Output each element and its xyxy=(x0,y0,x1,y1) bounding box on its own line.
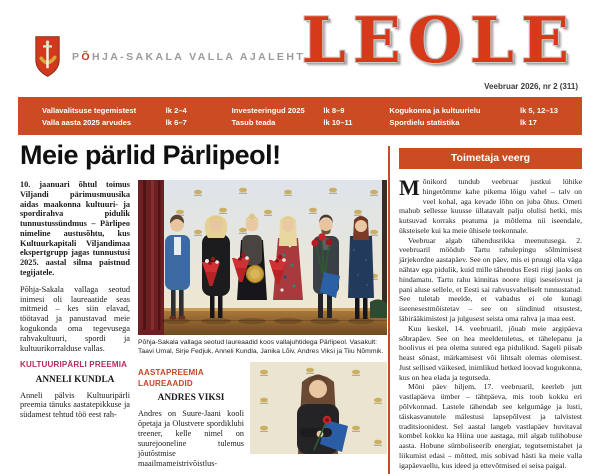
contents-bar xyxy=(18,97,582,135)
editor-paragraph: Veebruar algab tähendusrikka meenutusega. 2. veebruaril möödub Tartu rahulepingu sõlmimisest järjekordne aastapäev. See on päev, mis ei pruugi olla väga nähtav ega pidulik, kuid mille tähendus Eesti riigi jaoks on hindamatu. Tartu rahu kinnitas noore riigi iseseisvust ja pani aluse sellele, et Eesti sai rahvusvaheliselt tunnustatud. See tuletab meelde, et vabadus ei ole kunagi iseenesestmõistetav – see on sündinud otsustest, läbirääkimistest ja julgusest seista oma rahva ja maa eest. xyxy=(399,235,582,323)
masthead xyxy=(0,0,600,97)
contents-pages: lk 5, 12–13 xyxy=(519,105,558,115)
contents-label: Kogukonna ja kultuurielu xyxy=(389,105,481,115)
contents-pages: lk 17 xyxy=(519,117,537,127)
laureate-name-andres-viksi: ANDRES VIKSI xyxy=(157,393,225,404)
contents-label: Tasub teada xyxy=(231,117,276,127)
laureate-text: Anneli pälvis Kultuuripärli preemia tänuks aastatepikkuse ja südamest tehtud töö eest rah- xyxy=(20,390,130,420)
coat-of-arms-icon xyxy=(34,34,61,79)
drop-cap: M xyxy=(399,175,420,200)
contents-pages: lk 8–9 xyxy=(323,105,345,115)
contents-label: Spordielu statistika xyxy=(389,117,460,127)
laureates-group-photo xyxy=(138,180,387,335)
tagline-part: HJA-SAKALA VALLA AJALEHT xyxy=(91,50,306,63)
section-heading-kultuuriparl: KULTUURIPÄRLI PREEMIA xyxy=(20,360,128,370)
editor-paragraph xyxy=(399,177,582,236)
editor-column-title: Toimetaja veerg xyxy=(399,148,582,169)
laureate-portrait-photo xyxy=(250,362,387,454)
issue-date: Veebruar 2026, nr 2 (311) xyxy=(484,82,578,91)
main-content xyxy=(18,140,582,474)
contents-item xyxy=(232,118,374,127)
laureate-name-anneli-kundla: ANNELI KUNDLA xyxy=(35,374,115,385)
contents-label: Investeeringud 2025 xyxy=(231,105,305,115)
tagline-sword-glyph: Õ xyxy=(81,50,92,63)
article-paragraph: Põhja-Sakala vallaga seotud inimesi oli laureaatide seas mitmeid – kes siin elavad, töötavad ja panustavad meie kogukonda oma tegevusega rahvakultuuri, spordi ja kultuurikorralduse vallas. xyxy=(20,284,130,353)
contents-pages: lk 2–4 xyxy=(165,105,187,115)
article-first-column xyxy=(20,180,130,468)
editor-paragraph-text: õnikord tundub veebruar justkui lühike hingetõmme kahe pikema lõigu vahel – talv on veel kohal, aga kevade lõhn on juba õhus. Ometi mahub sellesse kuusse üllatavalt palju olulisi hetki, mis kutsuvad korraks peatuma ja mõtlema nii iseendale, üksteisele kui ka meie ühisele teekonnale. xyxy=(399,177,582,235)
contents-label: Valla aasta 2025 arvudes xyxy=(42,117,132,127)
brand xyxy=(34,34,305,79)
editor-column xyxy=(399,148,582,470)
article-photo-column xyxy=(138,180,387,468)
editor-paragraph: Kuu keskel, 14. veebruaril, jõuab meie argipäeva sõbrapäev. See on hea meeldetuletus, et tähelepanu ja hoolivus ei pea olema suured ega pidulikud. Sageli piisab heast sõnast, märkamisest või lihtsalt olemas olemisest. Just sellised väikesed, inimlikud hetked loovad kogukonna, kus on hea elada ja tegutseda. xyxy=(399,323,582,382)
section-heading-aastapreemia: AASTAPREEMIA LAUREAADID xyxy=(138,368,204,388)
photo-caption: Põhja-Sakala vallaga seotud laureaadid koos vallajuhtidega Pärlipeol. Vasakult: Taavi Umal, Sirje Fedjuk, Anneli Kundla, Janika Lõiv, Andres Viksi ja Tiiu Nõmmik. xyxy=(138,339,384,356)
contents-item xyxy=(232,106,374,115)
newspaper-title: LEOLE xyxy=(301,3,576,77)
contents-item xyxy=(42,106,216,115)
contents-item xyxy=(389,118,570,127)
contents-label: Vallavalitsuse tegemistest xyxy=(42,105,137,115)
laureate-text: Andres on Suure-Jaani kooli õpetaja ja Olustvere spordiklubi treener, kelle nimel on suurejooneline tulemus jõutõstmise maailmameistrivõistlus- xyxy=(138,409,244,468)
article-lead: 10. jaanuari õhtul toimus Viljandi pärimusmuusika aidas maakonna kultuuri- ja spordirahva pidulik tunnustussündmus – Pärlipeo nimeline austusõhtu, kus Kultuurkapitali Viljandimaa ekspertgrupp jagas tunnustusi 2025. aastal silma paistnud tegijatele. xyxy=(20,180,130,278)
tagline-part: P xyxy=(72,50,82,63)
contents-pages: lk 6–7 xyxy=(165,117,187,127)
contents-item xyxy=(42,118,216,127)
article-second-column xyxy=(138,362,244,468)
contents-pages: lk 10–11 xyxy=(323,117,353,127)
lead-article xyxy=(20,140,386,468)
headline: Meie pärlid Pärlipeol! xyxy=(20,140,281,170)
column-divider xyxy=(388,146,390,474)
contents-item xyxy=(389,106,570,115)
editor-paragraph: Mõni päev hiljem, 17. veebruaril, keerleb jutt vastlapäeva ümber – tähtpäeva, mis toob kokku eri põlvkonnad. Lastele tähendab see kelgumäge ja lusti, täiskasvanutele mälestusi lapsepõlvest ja talvistest traditsioonidest. Sel aastal langeb vastlapäev huvitaval kombel kokku ka Hiina uue aastaga, mil algab tulihobuse aasta. Hobune sümboliseerib energiat, tegutsemistahet ja liikumist edasi – mõtted, mis sobivad hästi ka meie valla igapäevaellu, kus ideed ja ettevõtmised ei seisa paigal. xyxy=(399,382,582,470)
newspaper-tagline xyxy=(72,51,305,63)
